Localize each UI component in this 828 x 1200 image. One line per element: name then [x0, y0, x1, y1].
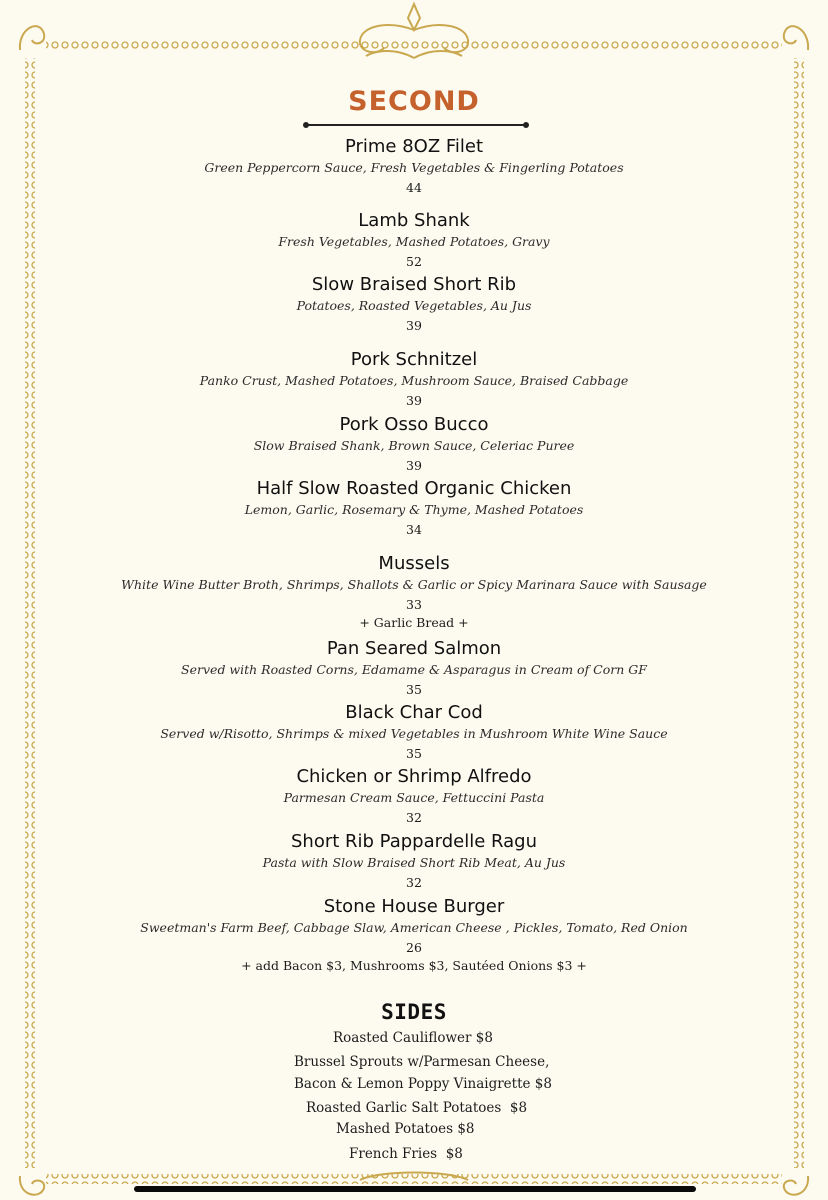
side-item: Brussel Sprouts w/Parmesan Cheese, [294, 1054, 550, 1070]
dish-name: Mussels [378, 553, 450, 574]
dish-name: Chicken or Shrimp Alfredo [296, 766, 532, 787]
dish-price: 39 [406, 393, 422, 408]
dish-price: 26 [406, 940, 422, 955]
dish-price: 35 [406, 746, 422, 761]
home-indicator[interactable] [134, 1186, 696, 1192]
menu-item [0, 210, 828, 271]
dish-description: Served with Roasted Corns, Edamame & Asparagus in Cream of Corn GF [181, 662, 647, 677]
menu-item [0, 896, 828, 975]
dish-name: Lamb Shank [358, 210, 470, 231]
title-divider [305, 124, 527, 126]
dish-name: Stone House Burger [323, 896, 505, 917]
menu-item [0, 702, 828, 763]
dish-description: Panko Crust, Mashed Potatoes, Mushroom Sauce, Braised Cabbage [199, 373, 629, 388]
dish-description: Potatoes, Roasted Vegetables, Au Jus [296, 298, 532, 313]
sides-title: SIDES [381, 1000, 447, 1024]
menu-item [0, 766, 828, 827]
dish-price: 33 [406, 597, 422, 612]
dish-name: Slow Braised Short Rib [311, 274, 517, 295]
dish-addon: + Garlic Bread + [359, 615, 469, 630]
menu-item [0, 136, 828, 197]
side-item: Mashed Potatoes $8 [336, 1121, 475, 1137]
menu-item [0, 274, 828, 335]
dish-price: 34 [406, 522, 422, 537]
dish-description: Lemon, Garlic, Rosemary & Thyme, Mashed Potatoes [244, 502, 584, 517]
dish-price: 39 [406, 318, 422, 333]
dish-price: 44 [406, 180, 422, 195]
dish-name: Short Rib Pappardelle Ragu [291, 831, 537, 852]
dish-description: Green Peppercorn Sauce, Fresh Vegetables & Fingerling Potatoes [204, 160, 624, 175]
dish-description: Served w/Risotto, Shrimps & mixed Vegetables in Mushroom White Wine Sauce [160, 726, 668, 741]
menu-item [0, 638, 828, 699]
dish-name: Prime 8OZ Filet [344, 136, 484, 157]
dish-description: Slow Braised Shank, Brown Sauce, Celeriac Puree [253, 438, 575, 453]
dish-description: Fresh Vegetables, Mashed Potatoes, Gravy [278, 234, 550, 249]
menu-item [0, 831, 828, 892]
dish-description: White Wine Butter Broth, Shrimps, Shallots & Garlic or Spicy Marinara Sauce with Sausage [121, 577, 707, 592]
menu-item [0, 478, 828, 539]
dish-name: Pork Schnitzel [350, 349, 478, 370]
dish-price: 52 [406, 254, 422, 269]
menu-item [0, 553, 828, 632]
dish-description: Parmesan Cream Sauce, Fettuccini Pasta [283, 790, 545, 805]
dish-name: Pork Osso Bucco [339, 414, 489, 435]
side-item: Bacon & Lemon Poppy Vinaigrette $8 [294, 1076, 552, 1092]
dish-price: 39 [406, 458, 422, 473]
dish-description: Pasta with Slow Braised Short Rib Meat, Au Jus [262, 855, 566, 870]
dish-addon: + add Bacon $3, Mushrooms $3, Sautéed Onions $3 + [241, 958, 587, 973]
dish-name: Half Slow Roasted Organic Chicken [256, 478, 572, 499]
menu-item [0, 414, 828, 475]
side-item: Roasted Garlic Salt Potatoes $8 [306, 1100, 528, 1116]
dish-name: Black Char Cod [345, 702, 483, 723]
section-title: SECOND [348, 86, 480, 117]
side-item: Roasted Cauliflower $8 [333, 1030, 493, 1046]
dish-name: Pan Seared Salmon [326, 638, 502, 659]
side-item: French Fries $8 [349, 1146, 463, 1162]
menu-item [0, 349, 828, 410]
dish-price: 35 [406, 682, 422, 697]
dish-price: 32 [406, 810, 422, 825]
dish-price: 32 [406, 875, 422, 890]
dish-description: Sweetman's Farm Beef, Cabbage Slaw, American Cheese , Pickles, Tomato, Red Onion [140, 920, 688, 935]
